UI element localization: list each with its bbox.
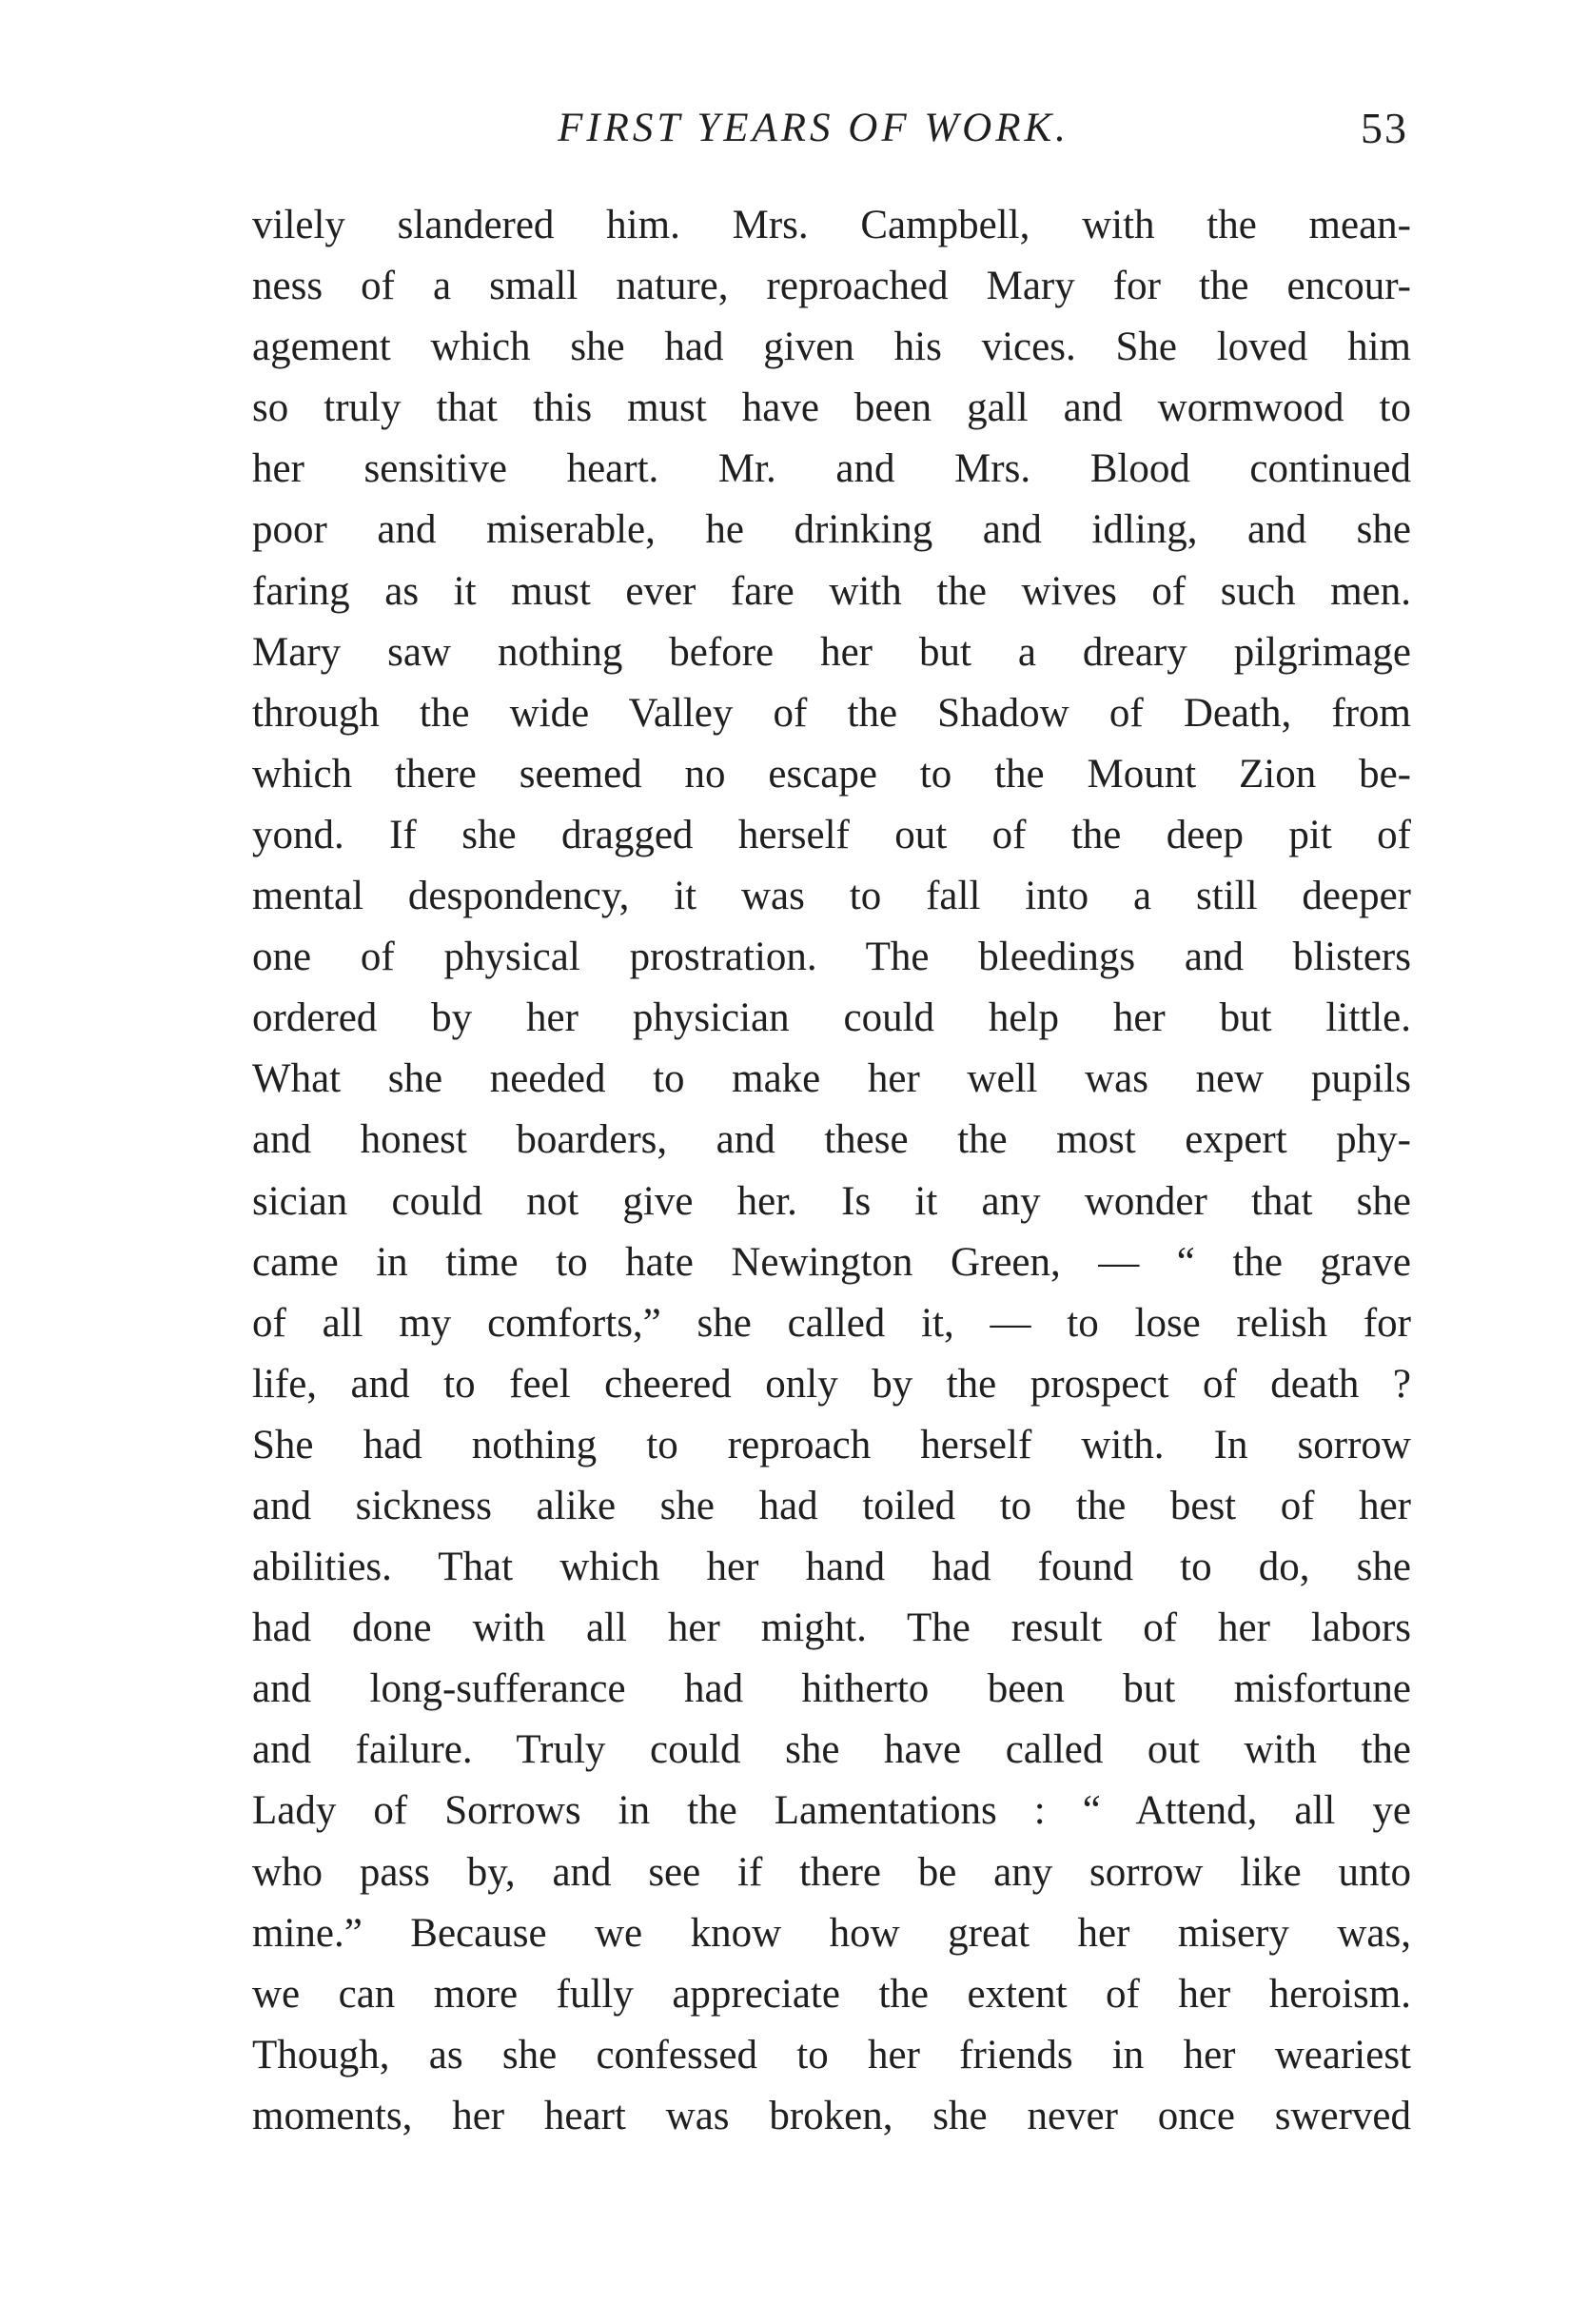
text-line: ordered by her physician could help her but little. (252, 995, 1411, 1041)
text-line: yond. If she dragged herself out of the deep pit of (252, 812, 1411, 857)
text-line: agement which she had given his vices. She loved him (252, 325, 1411, 370)
text-line: and sickness alike she had toiled to the best of her (252, 1483, 1411, 1528)
text-line: faring as it must ever fare with the wives of such men. (252, 568, 1411, 614)
text-line: so truly that this must have been gall and wormwood to (252, 385, 1411, 431)
text-line: She had nothing to reproach herself with. In sorrow (252, 1422, 1411, 1467)
page-number: 53 (1361, 104, 1408, 152)
body-text (252, 195, 1411, 2147)
text-line: Though, as she confessed to her friends in her weariest (252, 2032, 1411, 2078)
text-line: mine.” Because we know how great her misery was, (252, 1910, 1411, 1956)
text-line: came in time to hate Newington Green, — “ the grave (252, 1239, 1411, 1285)
text-line: vilely slandered him. Mrs. Campbell, with the mean- (252, 203, 1411, 247)
text-line: life, and to feel cheered only by the prospect of death ? (252, 1361, 1411, 1407)
text-line: one of physical prostration. The bleedings and blisters (252, 935, 1411, 980)
text-line: abilities. That which her hand had found to do, she (252, 1545, 1411, 1590)
running-title: FIRST YEARS OF WORK. (558, 106, 1069, 150)
text-line: sician could not give her. Is it any wonder that she (252, 1178, 1411, 1224)
text-line: and honest boarders, and these the most expert phy- (252, 1117, 1411, 1163)
text-line: who pass by, and see if there be any sorrow like unto (252, 1849, 1411, 1895)
text-line: and failure. Truly could she have called out with the (252, 1727, 1411, 1773)
text-line: had done with all her might. The result of her labors (252, 1605, 1411, 1651)
text-line: Lady of Sorrows in the Lamentations : “ Attend, all ye (252, 1788, 1411, 1834)
text-line: moments, her heart was broken, she never once swerved (252, 2093, 1411, 2138)
text-line: through the wide Valley of the Shadow of Death, from (252, 690, 1411, 736)
text-line: her sensitive heart. Mr. and Mrs. Blood continued (252, 446, 1411, 492)
text-line: mental despondency, it was to fall into a still deeper (252, 874, 1411, 919)
text-line: What she needed to make her well was new pupils (252, 1056, 1411, 1102)
text-line: we can more fully appreciate the extent of her heroism. (252, 1971, 1411, 2017)
text-line: of all my comforts,” she called it, — to lose relish for (252, 1300, 1411, 1346)
text-line: poor and miserable, he drinking and idling, and she (252, 507, 1411, 553)
text-line: Mary saw nothing before her but a dreary pilgrimage (252, 629, 1411, 675)
text-line: which there seemed no escape to the Mount Zion be- (252, 751, 1411, 797)
running-head (257, 95, 1408, 162)
text-line: and long-sufferance had hitherto been but misfortune (252, 1666, 1411, 1712)
text-line: ness of a small nature, reproached Mary for the encour- (252, 264, 1411, 309)
